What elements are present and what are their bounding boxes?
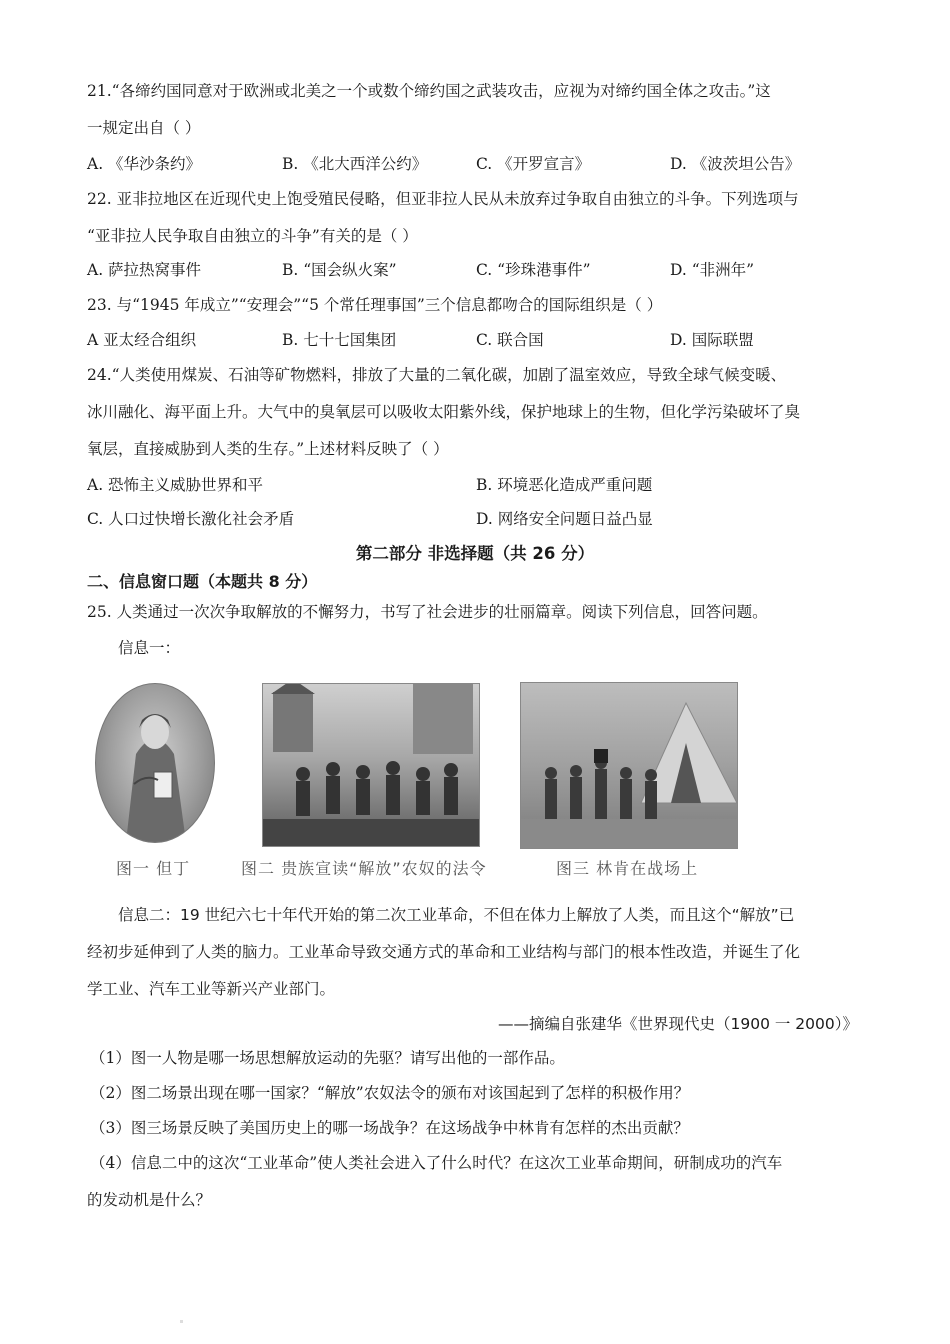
figure2-emancipation-scene	[262, 683, 480, 847]
q22-option-d: D. “非洲年”	[670, 261, 755, 279]
crowd-scene-icon	[263, 684, 479, 846]
sub-question-1: （1）图一人物是哪一场思想解放运动的先驱？请写出他的一部作品。	[90, 1049, 565, 1067]
q21-option-a: A. 《华沙条约》	[87, 155, 202, 173]
q24-option-a: A. 恐怖主义威胁世界和平	[87, 476, 264, 494]
tent-soldiers-icon	[521, 683, 737, 848]
q22-option-b: B. “国会纵火案”	[282, 261, 397, 279]
info2-line3: 学工业、汽车工业等新兴产业部门。	[87, 980, 336, 998]
sub-question-4-line2: 的发动机是什么？	[87, 1191, 212, 1209]
q23-option-a: A 亚太经合组织	[87, 331, 197, 349]
q24-option-c: C. 人口过快增长激化社会矛盾	[87, 510, 295, 528]
q23-option-c: C. 联合国	[476, 331, 544, 349]
info2-source: ——摘编自张建华《世界现代史（1900 一 2000）》	[498, 1015, 858, 1033]
q22-stem-line2: “亚非拉人民争取自由独立的斗争”有关的是（ ）	[87, 227, 418, 245]
q24-option-b: B. 环境恶化造成严重问题	[476, 476, 653, 494]
sub-question-4-line1: （4）信息二中的这次“工业革命”使人类社会进入了什么时代？在这次工业革命期间，研制成功的汽车	[90, 1154, 783, 1172]
q21-option-d: D. 《波茨坦公告》	[670, 155, 801, 173]
q24-stem-line1: 24.“人类使用煤炭、石油等矿物燃料，排放了大量的二氧化碳，加剧了温室效应，导致全球气候变暖、	[87, 366, 787, 384]
q23-stem: 23. 与“1945 年成立”“安理会”“5 个常任理事国”三个信息都吻合的国际组织是（ ）	[87, 296, 663, 314]
figure1-dante-portrait	[95, 683, 215, 843]
q24-stem-line2: 冰川融化、海平面上升。大气中的臭氧层可以吸收太阳紫外线，保护地球上的生物，但化学污染破坏了臭	[87, 403, 801, 421]
dante-figure-icon	[96, 684, 214, 842]
q21-option-c: C. 《开罗宣言》	[476, 155, 591, 173]
sub-question-3: （3）图三场景反映了美国历史上的哪一场战争？在这场战争中林肯有怎样的杰出贡献？	[90, 1119, 689, 1137]
q21-option-b: B. 《北大西洋公约》	[282, 155, 428, 173]
q23-option-d: D. 国际联盟	[670, 331, 754, 349]
section-heading: 二、信息窗口题（本题共 8 分）	[87, 572, 318, 591]
q24-stem-line3: 氧层，直接威胁到人类的生存。”上述材料反映了（ ）	[87, 440, 449, 458]
scan-speck	[180, 1320, 183, 1323]
info1-label: 信息一：	[118, 639, 181, 657]
figure1-caption: 图一 但丁	[116, 859, 191, 878]
figure3-lincoln-battlefield	[520, 682, 738, 849]
q23-option-b: B. 七十七国集团	[282, 331, 397, 349]
q21-stem-line2: 一规定出自（ ）	[87, 119, 201, 137]
info2-line2: 经初步延伸到了人类的脑力。工业革命导致交通方式的革命和工业结构与部门的根本性改造，并诞生了化	[87, 943, 801, 961]
q21-stem-line1: 21.“各缔约国同意对于欧洲或北美之一个或数个缔约国之武装攻击，应视为对缔约国全体之攻击。”这	[87, 82, 771, 100]
info2-line1: 信息二：19 世纪六七十年代开始的第二次工业革命，不但在体力上解放了人类，而且这个“解放”已	[118, 906, 795, 924]
figure2-caption: 图二 贵族宣读“解放”农奴的法令	[241, 859, 487, 878]
part2-title: 第二部分 非选择题（共 26 分）	[355, 544, 595, 563]
q25-intro: 25. 人类通过一次次争取解放的不懈努力，书写了社会进步的壮丽篇章。阅读下列信息，回答问题。	[87, 603, 768, 621]
q22-option-a: A. 萨拉热窝事件	[87, 261, 202, 279]
q22-option-c: C. “珍珠港事件”	[476, 261, 591, 279]
q22-stem-line1: 22. 亚非拉地区在近现代史上饱受殖民侵略，但亚非拉人民从未放弃过争取自由独立的斗争。下列选项与	[87, 190, 799, 208]
sub-question-2: （2）图二场景出现在哪一国家？“解放”农奴法令的颁布对该国起到了怎样的积极作用？	[90, 1084, 690, 1102]
figure3-caption: 图三 林肯在战场上	[556, 859, 699, 878]
q24-option-d: D. 网络安全问题日益凸显	[476, 510, 653, 528]
